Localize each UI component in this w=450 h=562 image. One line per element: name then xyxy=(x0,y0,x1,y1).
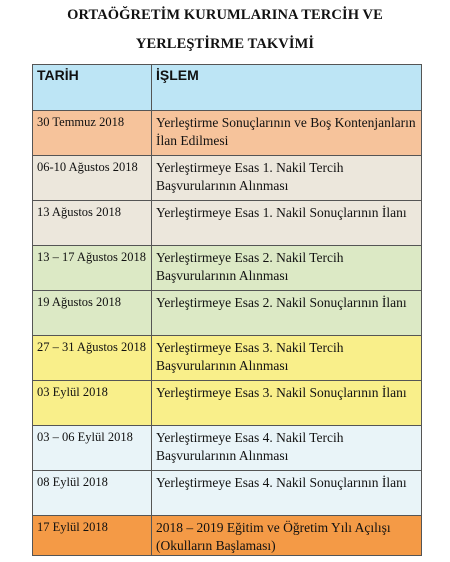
row-date: 17 Eylül 2018 xyxy=(33,516,152,556)
header-date: TARİH xyxy=(33,65,152,111)
header-row xyxy=(33,65,422,111)
row-action: Yerleştirmeye Esas 3. Nakil Sonuçlarının İlanı xyxy=(152,381,422,426)
table-row xyxy=(33,336,422,381)
row-action: Yerleştirmeye Esas 3. Nakil Tercih Başvurularının Alınması xyxy=(152,336,422,381)
schedule-table xyxy=(32,64,422,556)
row-date: 13 – 17 Ağustos 2018 xyxy=(33,246,152,291)
row-action: Yerleştirme Sonuçlarının ve Boş Kontenjanların İlan Edilmesi xyxy=(152,111,422,156)
row-date: 06-10 Ağustos 2018 xyxy=(33,156,152,201)
row-action: Yerleştirmeye Esas 2. Nakil Sonuçlarının İlanı xyxy=(152,291,422,336)
row-action: 2018 – 2019 Eğitim ve Öğretim Yılı Açılışı (Okulların Başlaması) xyxy=(152,516,422,556)
schedule-body xyxy=(33,111,422,556)
table-row xyxy=(33,516,422,556)
table-row xyxy=(33,246,422,291)
row-date: 13 Ağustos 2018 xyxy=(33,201,152,246)
row-date: 30 Temmuz 2018 xyxy=(33,111,152,156)
row-action: Yerleştirmeye Esas 4. Nakil Tercih Başvurularının Alınması xyxy=(152,426,422,471)
table-row xyxy=(33,471,422,516)
row-action: Yerleştirmeye Esas 2. Nakil Tercih Başvurularının Alınması xyxy=(152,246,422,291)
row-date: 08 Eylül 2018 xyxy=(33,471,152,516)
table-row xyxy=(33,426,422,471)
table-row xyxy=(33,156,422,201)
table-row xyxy=(33,111,422,156)
row-date: 27 – 31 Ağustos 2018 xyxy=(33,336,152,381)
header-action: İŞLEM xyxy=(152,65,422,111)
document-title-line2: YERLEŞTİRME TAKVİMİ xyxy=(135,36,315,52)
table-row xyxy=(33,201,422,246)
row-date: 03 – 06 Eylül 2018 xyxy=(33,426,152,471)
table-row xyxy=(33,291,422,336)
row-date: 03 Eylül 2018 xyxy=(33,381,152,426)
row-action: Yerleştirmeye Esas 1. Nakil Tercih Başvurularının Alınması xyxy=(152,156,422,201)
row-action: Yerleştirmeye Esas 4. Nakil Sonuçlarının İlanı xyxy=(152,471,422,516)
document-title-line1: ORTAÖĞRETİM KURUMLARINA TERCİH VE xyxy=(67,7,383,23)
row-date: 19 Ağustos 2018 xyxy=(33,291,152,336)
row-action: Yerleştirmeye Esas 1. Nakil Sonuçlarının İlanı xyxy=(152,201,422,246)
table-row xyxy=(33,381,422,426)
